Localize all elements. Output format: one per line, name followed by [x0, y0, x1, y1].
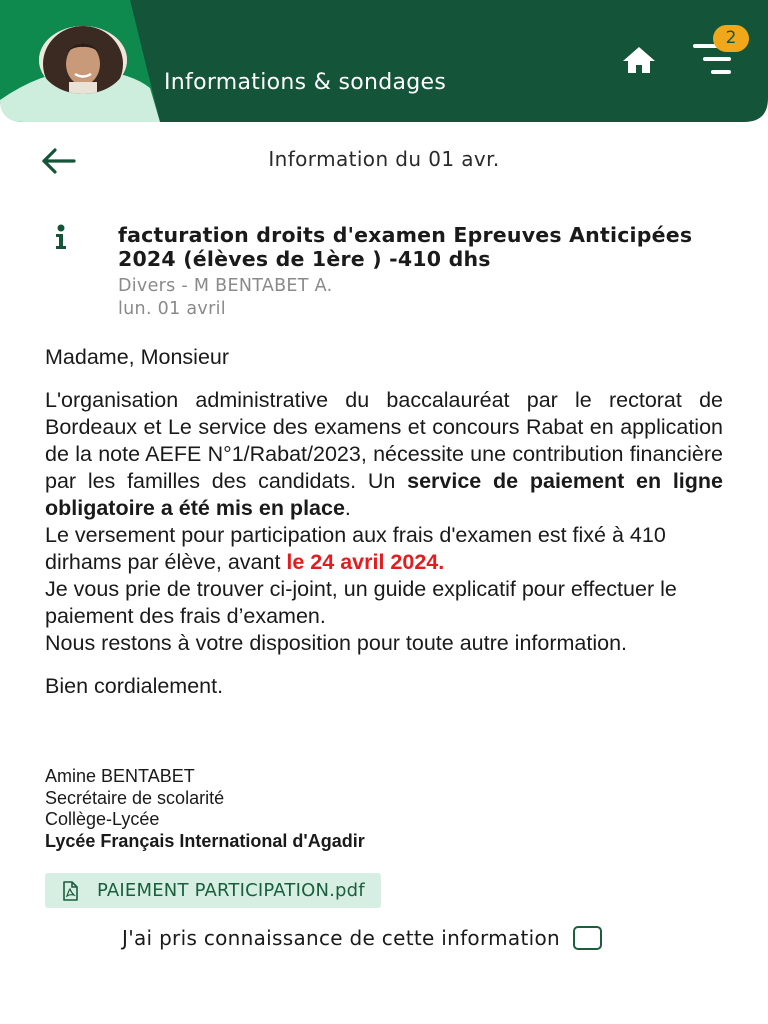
notification-badge: 2 [713, 25, 749, 52]
body-paragraph-2 [45, 522, 723, 576]
body-text-1: L'organisation administrative du baccalauréat par le rectorat de Bordeaux et Le service des examens et concours Rabat en application de la note AEFE N°1/Rabat/2023, nécessite une contribution financière par les familles des candidats. Un [45, 388, 723, 493]
header-title: Informations & sondages [164, 70, 447, 95]
message-date: lun. 01 avril [118, 299, 226, 319]
greeting: Madame, Monsieur [45, 345, 230, 369]
message-title: facturation droits d'examen Epreuves Anticipées 2024 (élèves de 1ère ) -410 dhs [118, 223, 693, 271]
app-header [0, 0, 768, 122]
deadline-text: le 24 avril 2024. [286, 550, 445, 574]
body-paragraph-1 [45, 387, 723, 522]
signature-name: Amine BENTABET [45, 766, 195, 786]
message-body [45, 344, 723, 716]
message-meta [118, 275, 332, 321]
body-text-2: Le versement pour participation aux frais d'examen est fixé à 410 dirhams par élève, avant [45, 523, 666, 574]
signature [45, 766, 365, 852]
attachment-link[interactable] [45, 873, 381, 908]
signature-role: Secrétaire de scolarité [45, 787, 225, 808]
info-icon [52, 224, 70, 250]
acknowledge-row[interactable] [122, 926, 602, 950]
signature-school: Lycée Français International d'Agadir [45, 830, 365, 851]
message-category-author: Divers - M BENTABET A. [118, 276, 333, 296]
avatar-image [39, 26, 127, 94]
pdf-file-icon [59, 880, 81, 902]
body-paragraph-3: Je vous prie de trouver ci-joint, un guide explicatif pour effectuer le paiement des frais d’examen. [45, 577, 677, 628]
page-title: Information du 01 avr. [268, 147, 500, 171]
body-paragraph-4: Nous restons à votre disposition pour toute autre information. [45, 631, 628, 655]
body-text-1-end: . [344, 496, 351, 520]
attachment-label: PAIEMENT PARTICIPATION.pdf [97, 880, 365, 901]
body-bold-text: service de paiement en ligne obligatoire a été mis en place [45, 469, 724, 520]
signature-dept: Collège-Lycée [45, 809, 160, 829]
acknowledge-label: J'ai pris connaissance de cette information [122, 926, 560, 950]
acknowledge-checkbox[interactable] [573, 926, 602, 950]
avatar[interactable] [39, 26, 127, 94]
closing: Bien cordialement. [45, 674, 224, 698]
home-icon [620, 44, 658, 76]
home-button[interactable] [620, 44, 658, 76]
